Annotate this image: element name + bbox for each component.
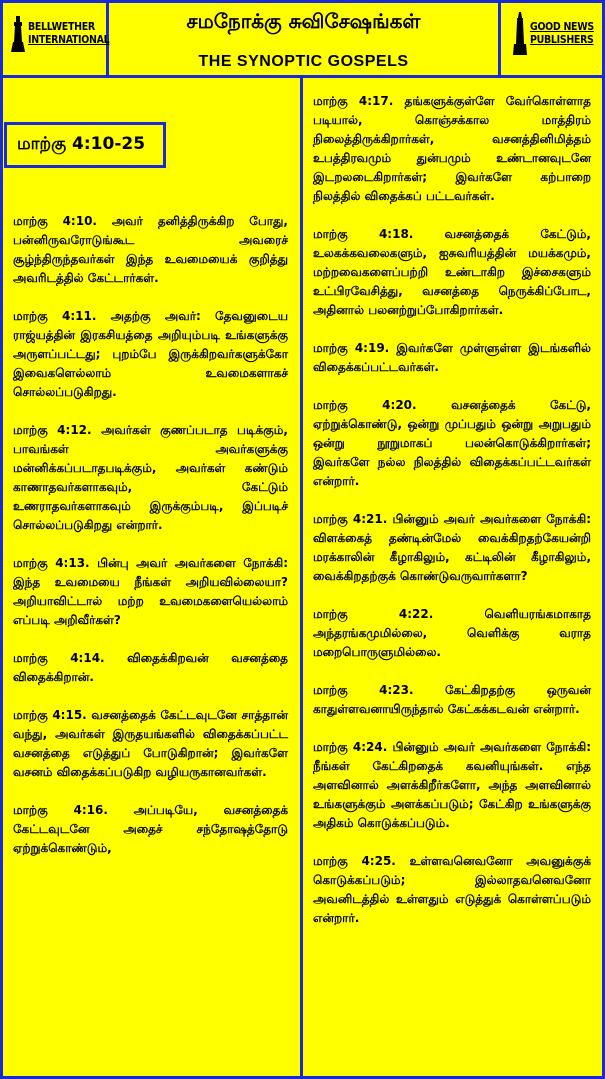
verse-4-20: மாற்கு 4:20. வசனத்தைக் கேட்டு, ஏற்றுக்கொண்டு, ஒன்று முப்பதும் ஒன்று அறுபதும் ஒன்று நூறுமாகப் பலன்கொடுக்கிறார்கள்; இவர்களே நல்ல நிலத்தில் விதைக்கப்பட்டவர்கள் என்றார். — [313, 398, 591, 488]
title-english: THE SYNOPTIC GOSPELS — [198, 53, 409, 70]
left-column-text — [13, 212, 288, 877]
bellwether-logo — [10, 14, 109, 54]
title-tamil: சமநோக்கு சுவிசேஷங்கள் — [186, 9, 421, 33]
right-logo-line1: GOOD NEWS — [530, 21, 594, 33]
right-logo-line2: PUBLISHERS — [530, 34, 594, 46]
verse-4-10: மாற்கு 4:10. அவர் தனித்திருக்கிற போது, பன்னிருவரோடுங்கூட அவரைச் சூழ்ந்திருந்தவர்கள் இந்த உவமையைக் குறித்து அவரிடத்தில் கேட்டார்கள். — [13, 214, 288, 285]
passage-reference: மாற்கு 4:10-25 — [4, 122, 166, 168]
verse-4-17: மாற்கு 4:17. தங்களுக்குள்ளே வேர்கொள்ளாத படியால், கொஞ்சக்கால மாத்திரம் நிலைத்திருக்கிறார்கள், வசனத்தினிமித்தம் உபத்திரவமும் துன்பமும் உண்டானவுடனே இடறலடைகிறார்கள்; இவர்களே கற்பாறை நிலத்தில் விதைக்கப் பட்டவர்கள். — [313, 94, 591, 203]
verse-4-22: மாற்கு 4:22. வெளியரங்கமாகாத அந்தரங்கமுமில்லை, வெளிக்கு வராத மறைபொருளுமில்லை. — [313, 607, 591, 659]
verse-4-21: மாற்கு 4:21. பின்னும் அவர் அவர்களை நோக்கி: விளக்கைத் தண்டின்மேல் வைக்கிறதற்கேயன்றி மரக்காலின் கீழாகிலும், கட்டிலின் கீழாகிலும், வைக்கிறதற்குக் கொண்டுவருவார்களா? — [313, 512, 591, 583]
verse-4-24: மாற்கு 4:24. பின்னும் அவர் அவர்களை நோக்கி: நீங்கள் கேட்கிறதைக் கவனியுங்கள். எந்த அளவினால் அளக்கிறீர்களோ, அந்த அளவினால் உங்களுக்கும் அளக்கப்படும்; கேட்கிற உங்களுக்கு அதிகம் கொடுக்கப்படும். — [313, 740, 591, 830]
verse-4-16: மாற்கு 4:16. அப்படியே, வசனத்தைக் கேட்டவுடனே அதைச் சந்தோஷத்தோடு ஏற்றுக்கொண்டும், — [13, 803, 288, 855]
verse-4-23: மாற்கு 4:23. கேட்கிறதற்கு ஒருவன் காதுள்ளவனாயிருந்தால் கேட்கக்கடவன் என்றார். — [313, 683, 591, 716]
verse-4-18: மாற்கு 4:18. வசனத்தைக் கேட்டும், உலகக்கவலைகளும், ஐசுவரியத்தின் மயக்கமும், மற்றவைகளைப்பற்றி உண்டாகிற இச்சைகளும் உட்பிரவேசித்து, வசனத்தை நெருக்கிப்போட, அதினால் பலனற்றுப்போகிறார்கள். — [313, 227, 591, 317]
verse-4-25: மாற்கு 4:25. உள்ளவனெவனோ அவனுக்குக் கொடுக்கப்படும்; இல்லாதவனெவனோ அவனிடத்தில் உள்ளதும் எடுத்துக் கொள்ளப்படும் என்றார். — [313, 854, 591, 925]
bellwether-figure-icon — [10, 14, 26, 54]
good-news-logo — [512, 12, 594, 56]
verse-4-15: மாற்கு 4:15. வசனத்தைக் கேட்டவுடனே சாத்தான் வந்து, அவர்கள் இருதயங்களில் விதைக்கப்பட்ட வசனத்தை எடுத்துப் போடுகிறான்; இவர்களே வசனம் விதைக்கப்படுகிற வழியருகானவர்கள். — [13, 708, 288, 779]
lamp-tower-icon — [512, 12, 528, 56]
verse-4-14: மாற்கு 4:14. விதைக்கிறவன் வசனத்தை விதைக்கிறான். — [13, 651, 288, 684]
left-logo-line2: INTERNATIONAL — [28, 34, 110, 46]
verse-4-19: மாற்கு 4:19. இவர்களே முள்ளுள்ள இடங்களில் விதைக்கப்பட்டவர்கள். — [313, 341, 591, 374]
verse-4-12: மாற்கு 4:12. அவர்கள் குணப்படாத படிக்கும், பாவங்கள் அவர்களுக்கு மன்னிக்கப்படாதபடிக்கும், அவர்கள் கண்டும் காணாதவர்களாகவும், கேட்டும் உணராதவர்களாகவும் இருக்கும்படி, இப்படிச் சொல்லப்படுகிறது என்றார். — [13, 423, 288, 532]
right-column-text — [313, 92, 591, 947]
verse-4-11: மாற்கு 4:11. அதற்கு அவர்: தேவனுடைய ராஜ்யத்தின் இரகசியத்தை அறியும்படி உங்களுக்கு அருளப்பட்டது; புறம்பே இருக்கிறவர்களுக்கோ இவைகளெல்லாம் உவமைகளாகச் சொல்லப்படுகிறது. — [13, 309, 288, 399]
verse-4-13: மாற்கு 4:13. பின்பு அவர் அவர்களை நோக்கி: இந்த உவமையை நீங்கள் அறியவில்லையா? அறியாவிட்டால் மற்ற உவமைகளையெல்லாம் எப்படி அறிவீர்கள்? — [13, 556, 288, 627]
left-logo-line1: BELLWETHER — [28, 21, 95, 33]
